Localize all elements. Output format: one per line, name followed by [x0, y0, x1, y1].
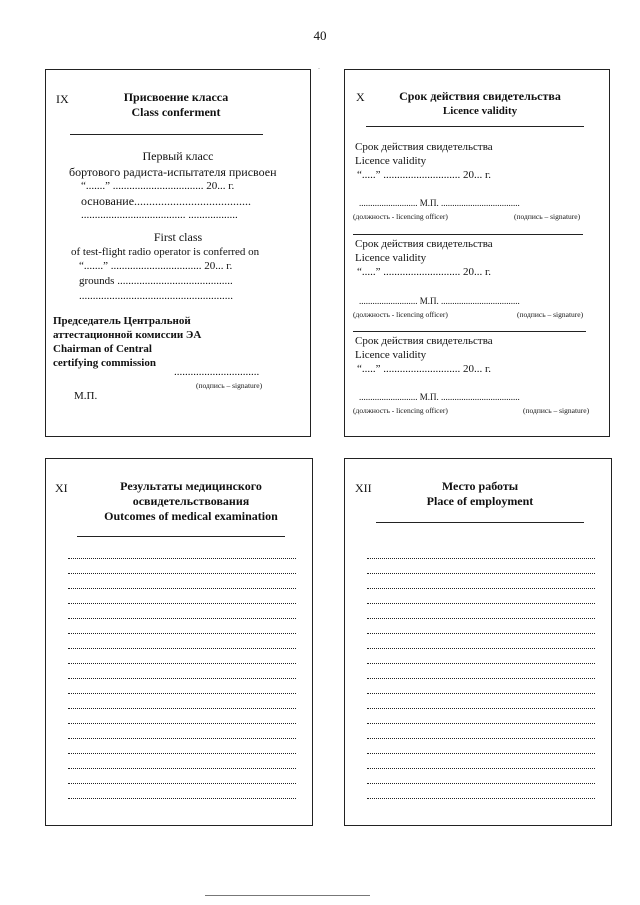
panel-licence-validity: [344, 69, 610, 437]
entry-line: [367, 738, 595, 739]
entry-line: [367, 708, 595, 709]
block-separator: [353, 331, 586, 332]
officer-stamp-line: .......................... М.П. ...................................: [359, 392, 520, 402]
entry-line: [68, 783, 296, 784]
chairman-ru-line2: аттестационной комиссии ЭА: [53, 329, 202, 341]
entry-line: [68, 693, 296, 694]
entry-line: [367, 663, 595, 664]
chairman-ru-line1: Председатель Центральной: [53, 315, 191, 327]
entry-line: [367, 768, 595, 769]
entry-line: [367, 693, 595, 694]
entry-line: [68, 753, 296, 754]
entry-line: [367, 783, 595, 784]
title-underline: [77, 536, 285, 537]
entry-line: [68, 708, 296, 709]
ru-date-field: “.......” ................................. 20... г.: [81, 180, 235, 192]
entry-line: [367, 573, 595, 574]
section-title-en: Outcomes of medical examination: [104, 509, 278, 523]
title-underline: [376, 522, 584, 523]
entry-line: [68, 573, 296, 574]
en-grounds-field: grounds ..........................................: [79, 275, 233, 287]
section-title-ru: Присвоение класса: [123, 90, 229, 104]
entry-line: [68, 678, 296, 679]
validity-label-en: Licence validity: [355, 155, 427, 167]
section-numeral: XI: [55, 481, 68, 495]
officer-caption: (должность - licencing officer): [353, 406, 448, 415]
entry-line: [367, 648, 595, 649]
entry-line: [367, 558, 595, 559]
section-title-ru: Срок действия свидетельства: [399, 89, 561, 103]
officer-caption: (должность - licencing officer): [353, 310, 448, 319]
signature-caption: (подпись – signature): [517, 310, 584, 319]
ru-basis-dots: ...................................... ..................: [81, 209, 238, 221]
section-numeral: IX: [56, 92, 69, 106]
chairman-en-line2: certifying commission: [53, 357, 156, 369]
entry-line: [68, 558, 296, 559]
validity-label-en: Licence validity: [355, 252, 427, 264]
entry-line: [367, 678, 595, 679]
entry-line: [68, 798, 296, 799]
entry-line: [68, 738, 296, 739]
en-grounds-dots: ........................................................: [79, 290, 233, 302]
officer-caption: (должность - licencing officer): [353, 212, 448, 221]
panel-medical-examination: [45, 458, 313, 826]
ru-basis-field: основание.......................................: [81, 194, 252, 208]
footer-rule: [205, 895, 370, 896]
validity-date-field: “.....” ............................ 20... г.: [357, 266, 492, 278]
entry-line: [68, 588, 296, 589]
entry-line: [68, 723, 296, 724]
validity-date-field: “.....” ............................ 20... г.: [357, 363, 492, 375]
validity-date-field: “.....” ............................ 20... г.: [357, 169, 492, 181]
stamp-label: М.П.: [74, 390, 98, 402]
entry-line: [68, 603, 296, 604]
section-title-en: Place of employment: [426, 494, 534, 508]
signature-caption: (подпись – signature): [514, 212, 581, 221]
officer-stamp-line: .......................... М.П. ...................................: [359, 198, 520, 208]
validity-label-ru: Срок действия свидетельства: [355, 141, 493, 153]
section-title-ru-line2: освидетельствования: [132, 494, 250, 508]
entry-line: [367, 798, 595, 799]
entry-line: [68, 633, 296, 634]
officer-stamp-line: .......................... М.П. ...................................: [359, 296, 520, 306]
en-class: First class: [153, 230, 203, 244]
section-title-ru-line1: Результаты медицинского: [120, 479, 262, 493]
entry-line: [367, 588, 595, 589]
entry-line: [367, 723, 595, 724]
entry-line: [68, 618, 296, 619]
validity-label-ru: Срок действия свидетельства: [355, 335, 493, 347]
signature-caption: (подпись – signature): [523, 406, 590, 415]
block-separator: [353, 234, 583, 235]
entry-line: [68, 648, 296, 649]
signature-caption: (подпись – signature): [196, 381, 263, 390]
validity-label-ru: Срок действия свидетельства: [355, 238, 493, 250]
page-mark: .: [318, 62, 320, 71]
entry-line: [367, 603, 595, 604]
page-number: 40: [313, 28, 327, 43]
en-description: of test-flight radio operator is conferred on: [71, 246, 260, 258]
section-numeral: XII: [355, 481, 372, 495]
panel-class-conferment: [45, 69, 311, 437]
entry-line: [367, 618, 595, 619]
entry-line: [367, 753, 595, 754]
section-numeral: X: [356, 90, 365, 104]
en-date-field: “.......” ................................. 20... г.: [79, 260, 233, 272]
entry-line: [68, 663, 296, 664]
section-title-ru: Место работы: [441, 479, 519, 493]
signature-line: ...............................: [174, 366, 260, 378]
entry-line: [367, 633, 595, 634]
panel-place-of-employment: [344, 458, 612, 826]
ru-description: бортового радиста-испытателя присвоен: [69, 165, 277, 179]
title-underline: [70, 134, 263, 135]
chairman-en-line1: Chairman of Central: [53, 343, 152, 355]
title-underline: [366, 126, 584, 127]
ru-class: Первый класс: [142, 149, 214, 163]
entry-line: [68, 768, 296, 769]
validity-label-en: Licence validity: [355, 349, 427, 361]
section-title-en: Class conferment: [131, 105, 221, 119]
section-title-en: Licence validity: [442, 105, 518, 117]
